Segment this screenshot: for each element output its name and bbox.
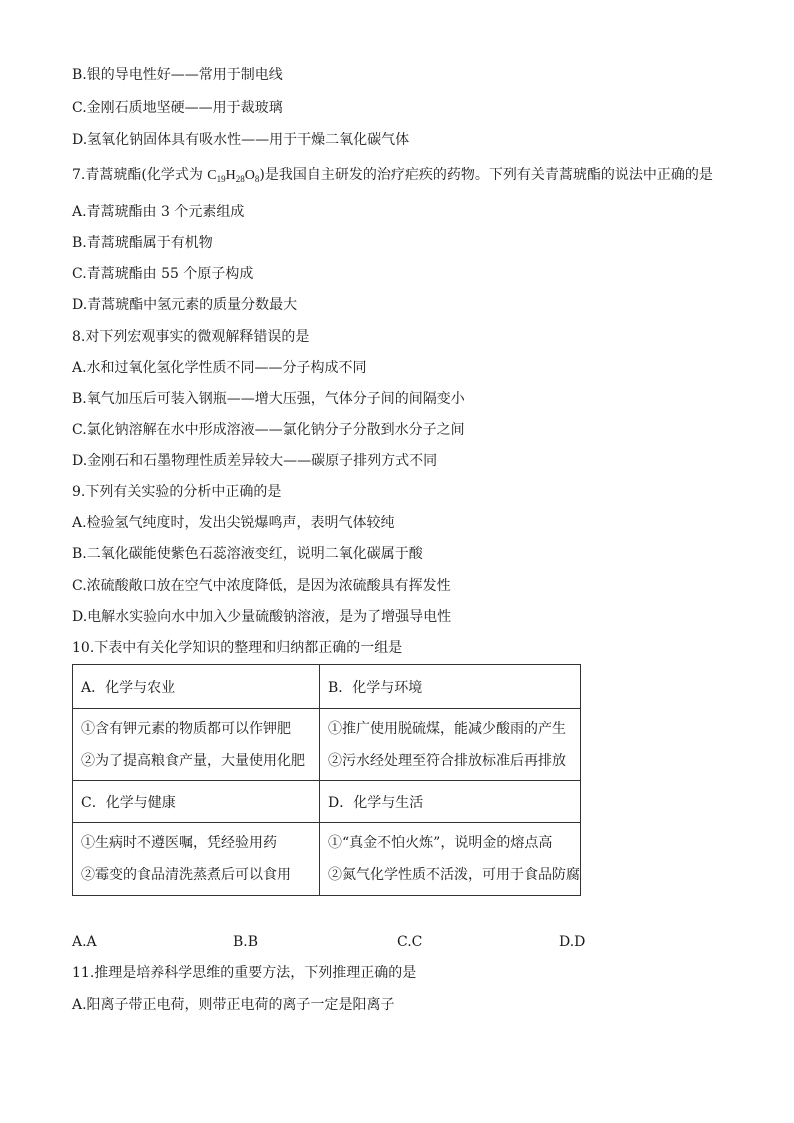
q10-stem: 10.下表中有关化学知识的整理和归纳都正确的一组是 [72,640,403,656]
q10-option-c: C.C [397,934,423,950]
q7-option-a: A.青蒿琥酯由 3 个元素组成 [72,204,245,220]
q10-option-b: B.B [233,934,259,950]
q9-option-d: D.电解水实验向水中加入少量硫酸钠溶液，是为了增强导电性 [72,609,452,625]
cell-a-item-1: ①含有钾元素的物质都可以作钾肥 [81,720,291,737]
q8-option-d: D.金刚石和石墨物理性质差异较大——碳原子排列方式不同 [72,453,438,469]
cell-b-title: B．化学与环境 [320,665,581,709]
table-row [73,781,581,823]
cell-d-title: D．化学与生活 [320,781,581,823]
cell-a-title: A．化学与农业 [73,665,320,709]
q8-option-c: C.氯化钠溶解在水中形成溶液——氯化钠分子分散到水分子之间 [72,422,465,438]
q7-option-b: B.青蒿琥酯属于有机物 [72,235,213,251]
q8-stem: 8.对下列宏观事实的微观解释错误的是 [72,329,310,345]
q7-option-c: C.青蒿琥酯由 55 个原子构成 [72,266,254,282]
cell-b-item-1: ①推广使用脱硫煤，能减少酸雨的产生 [328,720,566,737]
q8-option-b: B.氧气加压后可装入钢瓶——增大压强，气体分子间的间隔变小 [72,391,465,407]
q9-stem: 9.下列有关实验的分析中正确的是 [72,484,282,500]
formula-element: O [244,168,255,183]
formula-element: H [225,168,236,183]
cell-d-item-2: ②氮气化学性质不活泼，可用于食品防腐 [328,867,580,883]
cell-c-title: C．化学与健康 [73,781,320,823]
cell-c-item-1: ①生病时不遵医嘱，凭经验用药 [81,835,277,851]
q9-option-c: C.浓硫酸敞口放在空气中浓度降低，是因为浓硫酸具有挥发性 [72,578,451,594]
chemical-formula [207,168,259,183]
knowledge-table [72,664,581,896]
table-row [73,709,581,781]
cell-b-items [320,709,581,781]
q8-option-a: A.水和过氧化氢化学性质不同——分子构成不同 [72,360,367,376]
formula-element: C [207,168,217,183]
q9-option-b: B.二氧化碳能使紫色石蕊溶液变红，说明二氧化碳属于酸 [72,546,423,562]
cell-c-item-2: ②霉变的食品清洗蒸煮后可以食用 [81,867,291,883]
formula-subscript: 28 [235,174,245,184]
q7-stem-before: 7.青蒿琥酯(化学式为 [72,167,208,183]
q7-option-d: D.青蒿琥酯中氢元素的质量分数最大 [72,297,298,313]
q11-stem: 11.推理是培养科学思维的重要方法，下列推理正确的是 [72,965,417,981]
q7-stem [72,165,713,185]
formula-subscript: 19 [216,174,226,184]
formula-subscript: 8 [254,174,260,184]
q7-stem-after: )是我国自主研发的治疗疟疾的药物。下列有关青蒿琥酯的说法中正确的是 [259,167,713,183]
cell-b-item-2: ②污水经处理至符合排放标准后再排放 [328,752,566,769]
cell-d-items [320,823,581,896]
cell-d-item-1: ①“真金不怕火炼”，说明金的熔点高 [328,835,553,851]
q10-option-a: A.A [72,934,97,950]
q11-option-a: A.阳离子带正电荷，则带正电荷的离子一定是阳离子 [72,997,395,1013]
q10-option-d: D.D [559,934,586,950]
prev-option-d: D.氢氧化钠固体具有吸水性——用于干燥二氧化碳气体 [72,132,410,148]
cell-c-items [73,823,320,896]
table-row [73,665,581,709]
prev-option-c: C.金刚石质地坚硬——用于裁玻璃 [72,100,283,116]
table-row [73,823,581,896]
prev-option-b: B.银的导电性好——常用于制电线 [72,67,283,83]
cell-a-item-2: ②为了提高粮食产量，大量使用化肥 [81,752,305,769]
q9-option-a: A.检验氢气纯度时，发出尖锐爆鸣声，表明气体较纯 [72,515,395,531]
cell-a-items [73,709,320,781]
